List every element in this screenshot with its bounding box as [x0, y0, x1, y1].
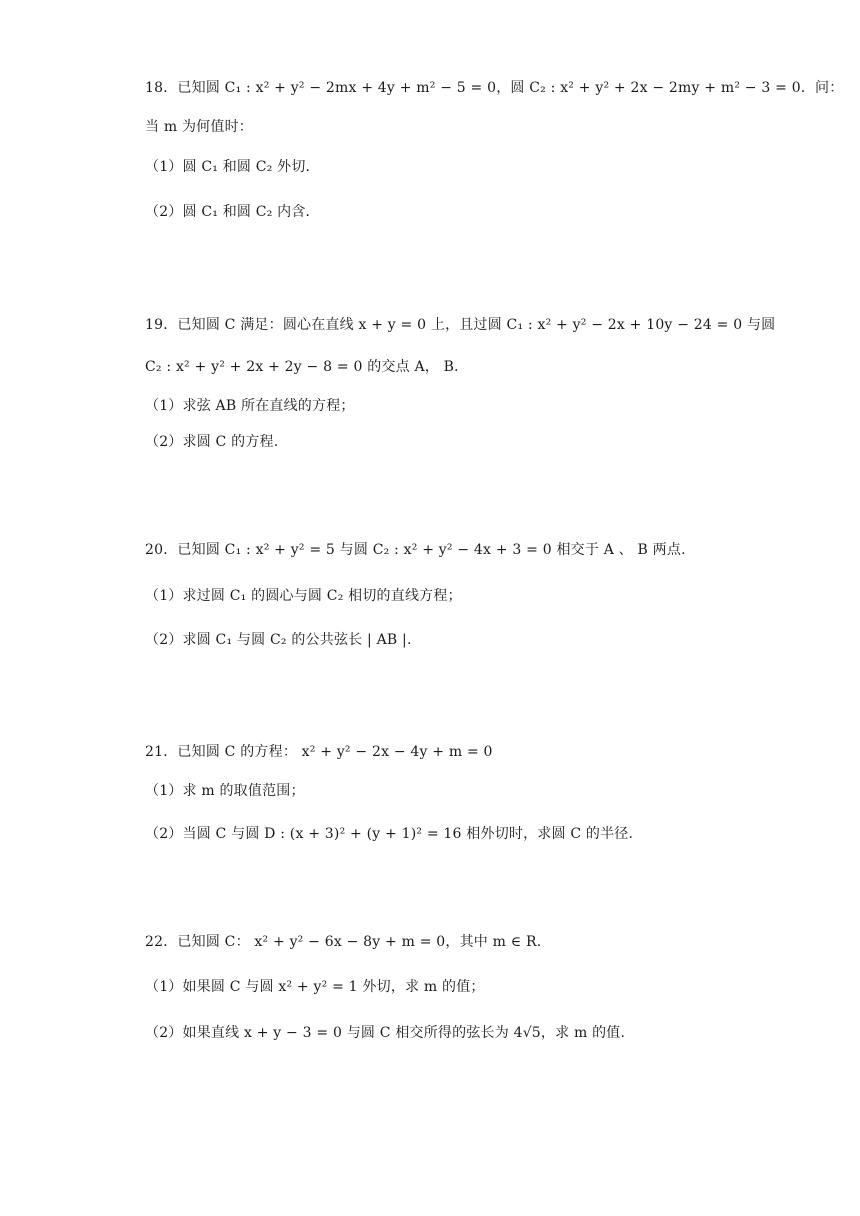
problem-18-stem-line-1: 18．已知圆 C₁ : x² + y² − 2mx + 4y + m² − 5 = 0，圆 C₂ : x² + y² + 2x − 2my + m² − 3 = 0．问：	[145, 80, 844, 96]
problem-19-stem-line-2: C₂ : x² + y² + 2x + 2y − 8 = 0 的交点 A， B．	[145, 359, 469, 375]
problem-22-stem-line-1: 22．已知圆 C： x² + y² − 6x − 8y + m = 0，其中 m ∈ R.	[145, 934, 542, 950]
problem-18-part-2: （2）圆 C₁ 和圆 C₂ 内含．	[145, 204, 320, 220]
problem-18-part-1: （1）圆 C₁ 和圆 C₂ 外切．	[145, 159, 320, 175]
problem-19-part-1: （1）求弦 AB 所在直线的方程；	[145, 398, 355, 414]
problem-22-part-2: （2）如果直线 x + y − 3 = 0 与圆 C 相交所得的弦长为 4√5，求 m 的值.	[145, 1025, 626, 1041]
problem-20-part-2: （2）求圆 C₁ 与圆 C₂ 的公共弦长 | AB |.	[145, 632, 412, 648]
problem-20-part-1: （1）求过圆 C₁ 的圆心与圆 C₂ 相切的直线方程；	[145, 588, 462, 604]
problem-19-stem-line-1: 19．已知圆 C 满足：圆心在直线 x + y = 0 上，且过圆 C₁ : x² + y² − 2x + 10y − 24 = 0 与圆	[145, 317, 776, 333]
problem-21-part-2: （2）当圆 C 与圆 D : (x + 3)² + (y + 1)² = 16 相外切时，求圆 C 的半径.	[145, 826, 634, 842]
problem-18-stem-line-2: 当 m 为何值时：	[145, 119, 253, 135]
problem-21-stem-line-1: 21．已知圆 C 的方程： x² + y² − 2x − 4y + m = 0	[145, 744, 493, 760]
problem-19-part-2: （2）求圆 C 的方程.	[145, 434, 279, 450]
problem-22-part-1: （1）如果圆 C 与圆 x² + y² = 1 外切，求 m 的值；	[145, 979, 485, 995]
problem-21-part-1: （1）求 m 的取值范围；	[145, 783, 305, 799]
problem-20-stem-line-1: 20．已知圆 C₁ : x² + y² = 5 与圆 C₂ : x² + y² − 4x + 3 = 0 相交于 A 、 B 两点.	[145, 542, 686, 558]
